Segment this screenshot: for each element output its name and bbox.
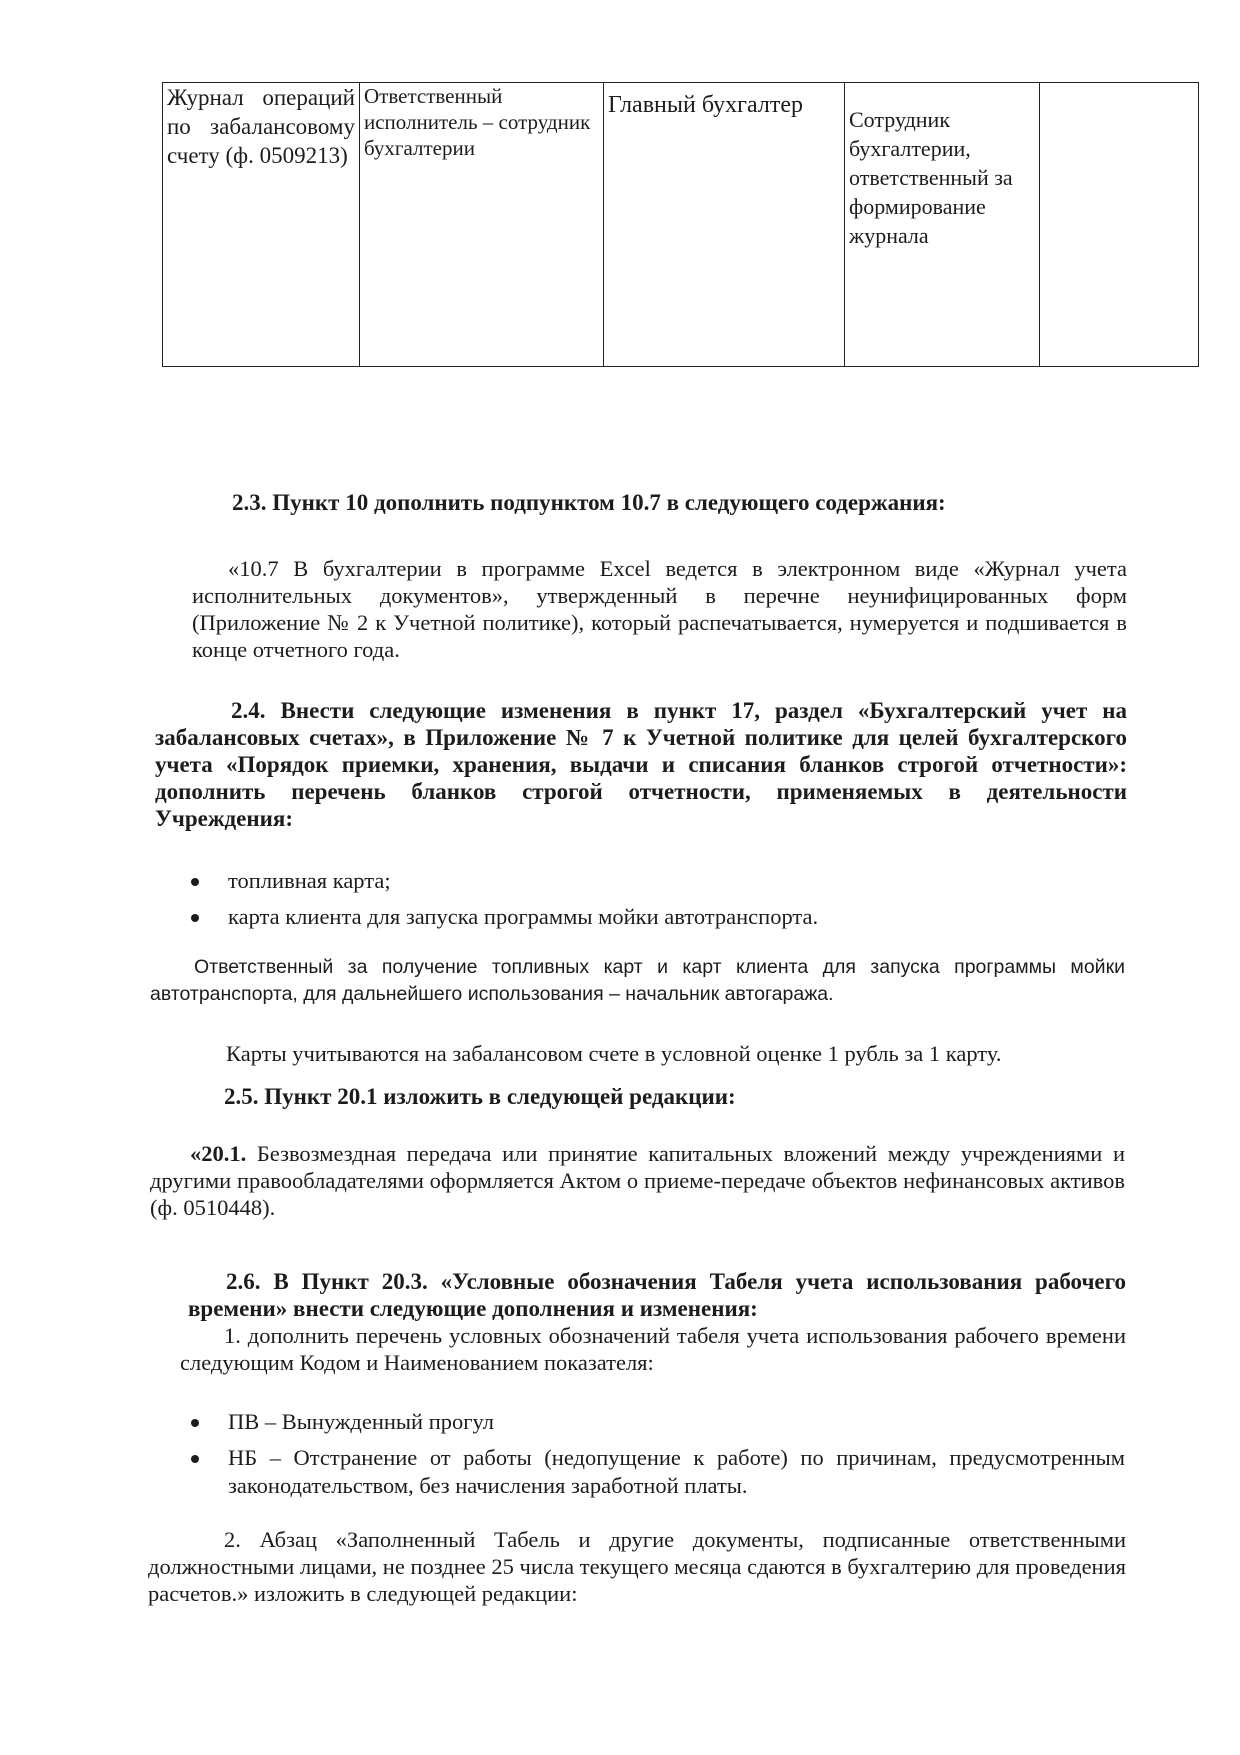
section-2-6-item-2: 2. Абзац «Заполненный Табель и другие документы, подписанные ответственными должностными лицами, не позднее 25 числа текущего месяца сдаются в бухгалтерию для проведения расчетов.» изложить в следующей редакции: [148, 1527, 1126, 1606]
section-2-3-body: «10.7 В бухгалтерии в программе Excel ведется в электронном виде «Журнал учета исполнительных документов», утвержденный в перечне неунифицированных форм (Приложение № 2 к Учетной политике), который распечатывается, нумеруется и подшивается в конце отчетного года. [192, 556, 1127, 662]
list-item: топливная карта; [185, 867, 1125, 895]
table-cell-executor: Ответственный исполнитель – сотрудник бухгалтерии [360, 83, 604, 367]
list-item: НБ – Отстранение от работы (недопущение к работе) по причинам, предусмотренным законодательством, без начисления заработной платы. [185, 1444, 1125, 1500]
cards-accounting-text: Карты учитываются на забалансовом счете в условной оценке 1 рубль за 1 карту. [226, 1041, 1002, 1066]
bullet-icon [191, 1455, 199, 1463]
responsible-person-text: Ответственный за получение топливных карт и карт клиента для запуска программы мойки автотранспорта, для дальнейшего использования – начальник автогаража. [150, 956, 1125, 1005]
list-item: карта клиента для запуска программы мойки автотранспорта. [185, 903, 1125, 931]
section-2-3-heading: 2.3. Пункт 10 дополнить подпунктом 10.7 в следующего содержания: [232, 490, 946, 515]
table-cell-responsible: Сотрудник бухгалтерии, ответственный за формирование журнала [845, 83, 1040, 367]
strict-forms-list [185, 867, 1125, 939]
clause-number: «20.1. [190, 1141, 247, 1166]
section-2-6-item-1: 1. дополнить перечень условных обозначений табеля учета использования рабочего времени следующим Кодом и Наименованием показателя: [180, 1323, 1126, 1375]
bullet-icon [191, 1419, 199, 1427]
table-cell-signer: Главный бухгалтер [604, 83, 845, 367]
table-cell-document: Журнал операций по забалансовому счету (ф. 0509213) [163, 83, 360, 367]
table-row [163, 83, 1199, 367]
clause-text: Безвозмездная передача или принятие капитальных вложений между учреждениями и другими правообладателями оформляется Актом о приеме-передаче объектов нефинансовых активов (ф. 0510448). [150, 1141, 1125, 1220]
responsibility-table [162, 82, 1199, 367]
section-2-5-body [150, 1140, 1125, 1221]
section-2-6-heading: 2.6. В Пункт 20.3. «Условные обозначения Табеля учета использования рабочего времени» внести следующие дополнения и изменения: [188, 1269, 1126, 1321]
bullet-icon [191, 914, 199, 922]
section-2-4-heading: 2.4. Внести следующие изменения в пункт 17, раздел «Бухгалтерский учет на забалансовых счетах», в Приложение № 7 к Учетной политике для целей бухгалтерского учета «Порядок приемки, хранения, выдачи и списания бланков строгой отчетности»: дополнить перечень бланков строгой отчетности, применяемых в деятельности Учреждения: [155, 698, 1127, 831]
section-2-5-heading: 2.5. Пункт 20.1 изложить в следующей редакции: [224, 1084, 736, 1109]
list-item: ПВ – Вынужденный прогул [185, 1408, 1125, 1436]
table-cell-empty [1040, 83, 1199, 367]
bullet-icon [191, 878, 199, 886]
timesheet-codes-list [185, 1408, 1125, 1508]
